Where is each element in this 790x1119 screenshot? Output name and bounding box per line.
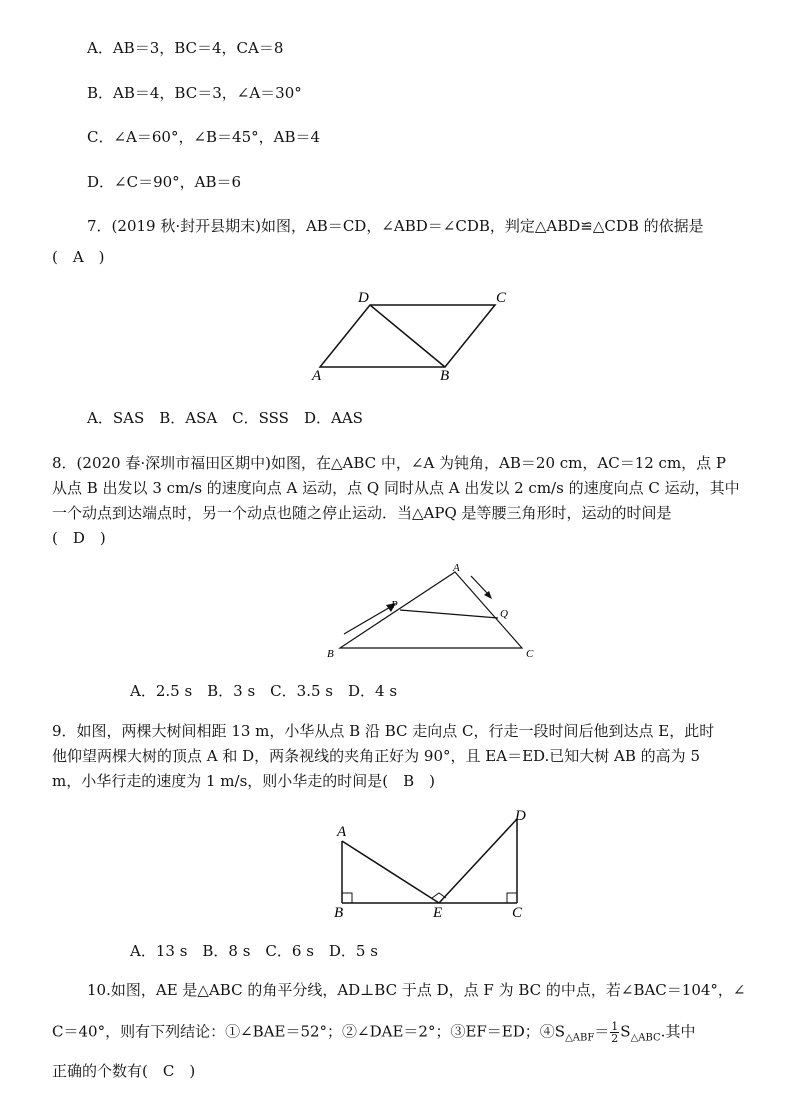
q8-triangle-figure bbox=[322, 562, 537, 662]
q7-label-c: C bbox=[496, 290, 507, 306]
q10-line2-start: C＝40°，则有下列结论：①∠BAE＝52°；②∠DAE＝2°；③EF＝ED；④S bbox=[52, 1022, 566, 1041]
q8-label-a: A bbox=[453, 562, 460, 574]
q8-label-b: B bbox=[327, 648, 334, 660]
q10-sub-abc: △ABC bbox=[630, 1032, 661, 1044]
q8-question-line-1: 8．(2020 春·深圳市福田区期中)如图，在△ABC 中，∠A 为钝角，AB＝20 cm，AC＝12 cm，点 P bbox=[52, 454, 727, 472]
q8-question-line-3: 一个动点到达端点时，另一个动点也随之停止运动．当△APQ 是等腰三角形时，运动的时间是 bbox=[52, 504, 672, 522]
q10-equals: ＝ bbox=[594, 1022, 610, 1041]
q9-sightline-ea bbox=[342, 841, 439, 903]
q10-frac-den: 2 bbox=[611, 1032, 619, 1045]
q7-answer: ( A ) bbox=[52, 248, 105, 266]
q6-option-d: D．∠C＝90°，AB＝6 bbox=[87, 173, 242, 191]
q7-question-text: 7．(2019 秋·封开县期末)如图，AB＝CD，∠ABD＝∠CDB，判定△ABD≌△CDB 的依据是 bbox=[87, 217, 704, 235]
q7-label-a: A bbox=[312, 368, 322, 384]
q6-option-a: A．AB＝3，BC＝4，CA＝8 bbox=[87, 39, 284, 57]
q8-label-c: C bbox=[526, 648, 534, 660]
q9-right-angle-c bbox=[507, 893, 517, 903]
q8-arrow-q bbox=[471, 576, 488, 594]
q8-answer: ( D ) bbox=[52, 529, 106, 547]
q7-label-d: D bbox=[358, 290, 369, 306]
q10-question-line-3: 正确的个数有( C ) bbox=[52, 1062, 196, 1080]
q6-option-c: C．∠A＝60°，∠B＝45°，AB＝4 bbox=[87, 128, 321, 146]
q9-right-angle-b bbox=[342, 893, 352, 903]
q9-question-line-3: m，小华行走的速度为 1 m/s，则小华走的时间是( B ) bbox=[52, 772, 436, 790]
q8-segment-pq bbox=[400, 610, 498, 618]
q8-question-line-2: 从点 B 出发以 3 cm/s 的速度向点 A 运动，点 Q 同时从点 A 出发以 2 cm/s 的速度向点 C 运动，其中 bbox=[52, 479, 740, 497]
q9-label-e: E bbox=[433, 905, 443, 920]
q7-parallelogram-figure bbox=[310, 285, 510, 385]
q10-question-line-1: 10.如图，AE 是△ABC 的角平分线，AD⊥BC 于点 D，点 F 为 BC 的中点，若∠BAC＝104°，∠ bbox=[87, 981, 746, 999]
q9-options: A．13 s B．8 s C．6 s D．5 s bbox=[130, 942, 378, 960]
q8-label-q: Q bbox=[500, 608, 508, 620]
q9-trees-figure bbox=[330, 805, 540, 920]
q9-label-d: D bbox=[515, 808, 526, 824]
q8-label-p: P bbox=[391, 599, 398, 611]
q10-question-line-2 bbox=[52, 1021, 695, 1049]
q8-triangle bbox=[340, 572, 522, 648]
q9-label-a: A bbox=[337, 824, 347, 840]
q10-line2-end: .其中 bbox=[660, 1022, 696, 1041]
q7-options: A．SAS B．ASA C．SSS D．AAS bbox=[87, 409, 363, 427]
q7-diagonal-db bbox=[370, 305, 445, 367]
q9-label-b: B bbox=[334, 905, 344, 920]
q10-frac-num: 1 bbox=[611, 1020, 619, 1033]
q9-question-line-1: 9．如图，两棵大树间相距 13 m，小华从点 B 沿 BC 走向点 C，行走一段时间后他到达点 E，此时 bbox=[52, 722, 715, 740]
q10-fraction-half bbox=[610, 1021, 619, 1044]
q10-sub-abf: △ABF bbox=[565, 1032, 595, 1044]
q7-label-b: B bbox=[440, 368, 450, 384]
q9-sightline-ed bbox=[439, 819, 517, 903]
q9-label-c: C bbox=[512, 905, 523, 920]
q8-options: A．2.5 s B．3 s C．3.5 s D．4 s bbox=[130, 682, 398, 700]
q10-s: S bbox=[620, 1022, 631, 1041]
q6-option-b: B．AB＝4，BC＝3，∠A＝30° bbox=[87, 84, 302, 102]
q9-question-line-2: 他仰望两棵大树的顶点 A 和 D，两条视线的夹角正好为 90°，且 EA＝ED.已知大树 AB 的高为 5 bbox=[52, 747, 700, 765]
q8-arrowhead-q bbox=[484, 591, 492, 599]
